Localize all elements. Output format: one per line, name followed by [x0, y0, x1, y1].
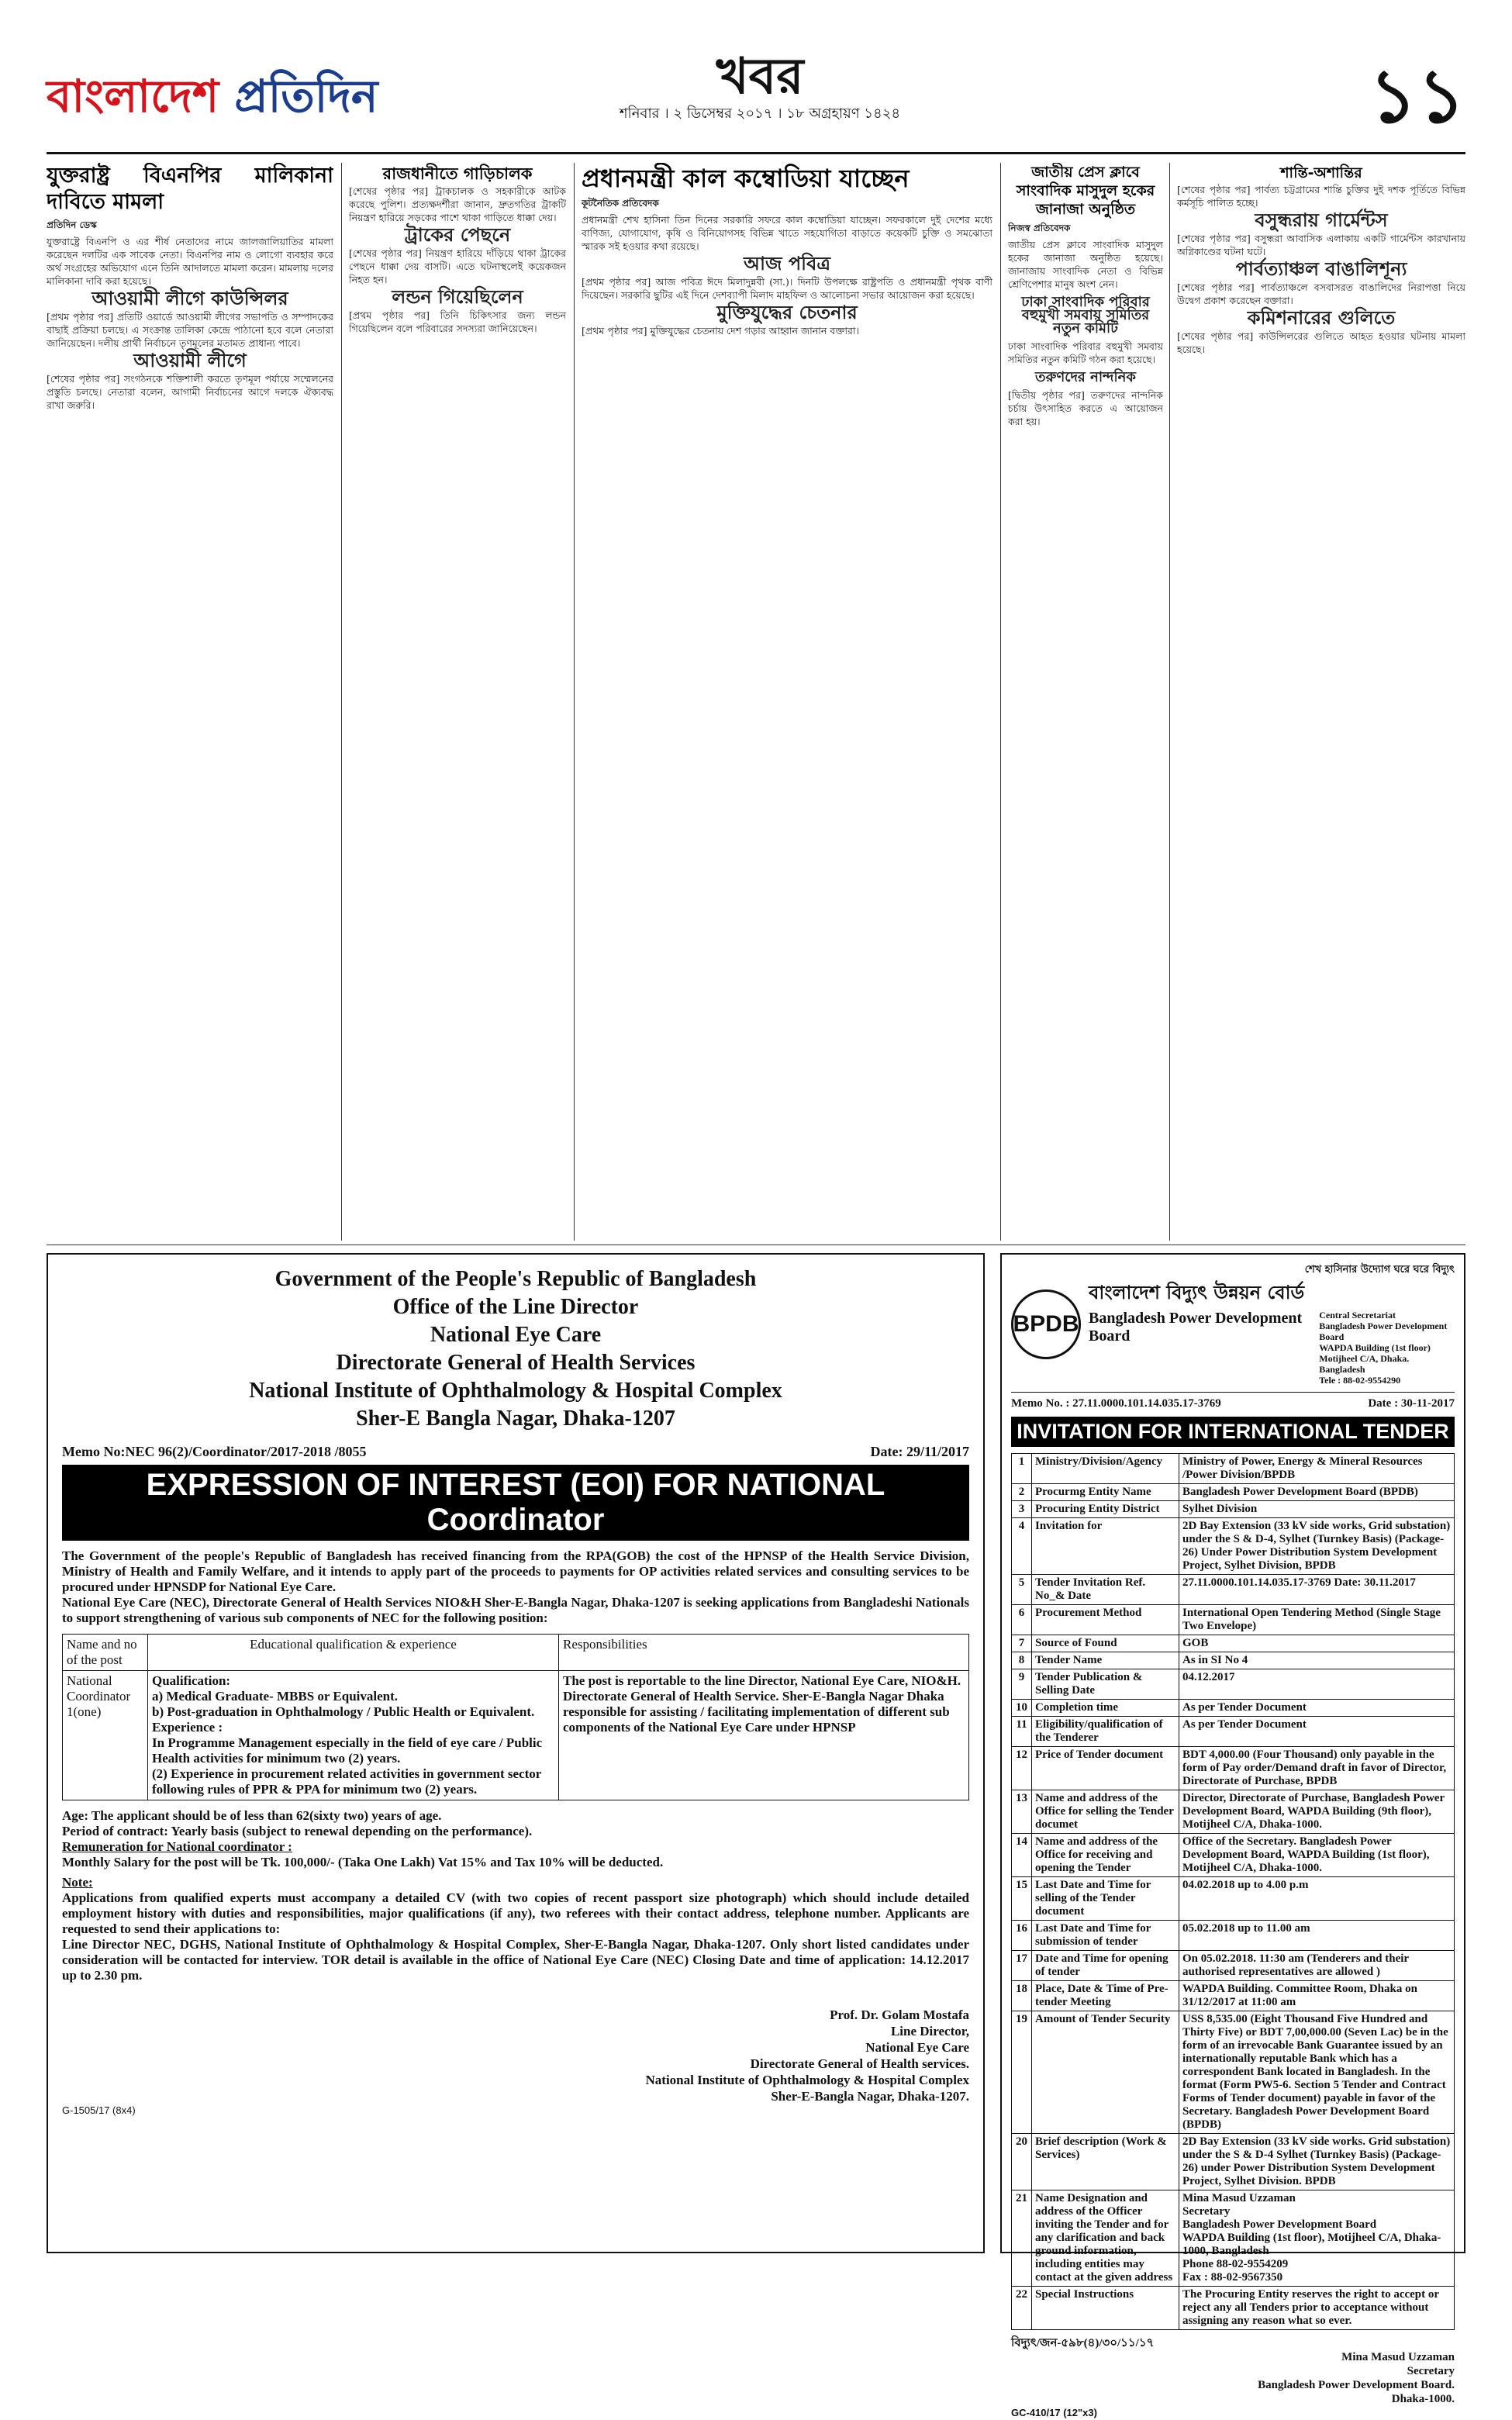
- note-title: Note:: [62, 1875, 93, 1890]
- row-number: 9: [1012, 1669, 1032, 1700]
- table-row: [1012, 2287, 1455, 2330]
- article-body: যুক্তরাষ্ট্রে বিএনপি ও এর শীর্ষ নেতাদের নামে জালজালিয়াতির মামলা করেছেন দলটির এক সাবেক নেতা। বিএনপির নাম ও লোগো ব্যবহার করে অর্থ সংগ্রহের অভিযোগ এনে তিনি আদালতে মামলা করেন। মামলায় দলের মালিকানা দাবি করা হয়েছে।: [47, 236, 333, 287]
- article-body: [শেষের পৃষ্ঠার পর] ট্রাকচালক ও সহকারীকে আটক করেছে পুলিশ। প্রত্যক্ষদর্শীরা জানান, দ্রুতগতির ট্রাকটি নিয়ন্ত্রণ হারিয়ে সড়কের পাশে থাকা গাড়িতে ধাক্কা দেয়।: [349, 185, 566, 223]
- row-number: 19: [1012, 2011, 1032, 2134]
- row-value: On 05.02.2018. 11:30 am (Tenderers and their authorised representatives are allowed ): [1179, 1951, 1455, 1981]
- subheadline: বসুন্ধরায় গার্মেন্টস: [1255, 209, 1388, 231]
- table-row: [1012, 1877, 1455, 1921]
- row-value: WAPDA Building. Committee Room, Dhaka on 31/12/2017 at 11:00 am: [1179, 1981, 1455, 2011]
- row-value: Director, Directorate of Purchase, Bangladesh Power Development Board, WAPDA Building (9th floor), Motijheel C/A, Dhaka-1000.: [1179, 1790, 1455, 1834]
- responsibilities: The post is reportable to the line Director, National Eye Care, NIO&H. Directorate General of Health Service. Sher-E-Bangla Nagar Dhaka responsible for assisting / facilitating implementation of different sub components of the National Eye Care under HPNSP: [559, 1671, 969, 1800]
- eoi-issuer: Government of the People's Republic of Bangladesh Office of the Line Director National Eye Care Directorate General of Health Services National Institute of Ophthalmology & Hospital Complex Sher-E Bangla Nagar, Dhaka-1207: [249, 1267, 782, 1431]
- row-label: Procuring Entity District: [1032, 1501, 1179, 1518]
- row-number: 18: [1012, 1981, 1032, 2011]
- row-number: 13: [1012, 1790, 1032, 1834]
- table-row: [1012, 2134, 1455, 2190]
- qualification: Qualification: a) Medical Graduate- MBBS or Equivalent. b) Post-graduation in Ophthalmology / Public Health or Equivalent. Experience : In Programme Management especially in the field of eye care / Public Health activities for minimum two (2) years. (2) Experience in procurement related activities in government sector following rules of PPR & PPA for minimum two (2) years.: [148, 1671, 559, 1800]
- row-value: Office of the Secretary. Bangladesh Power Development Board, WAPDA Building (1st floor), Motijheel C/A, Dhaka-1000.: [1179, 1834, 1455, 1877]
- article-body: ঢাকা সাংবাদিক পরিবার বহুমুখী সমবায় সমিতির নতুন কমিটি গঠন করা হয়েছে।: [1008, 340, 1163, 365]
- row-number: 2: [1012, 1484, 1032, 1501]
- byline: নিজস্ব প্রতিবেদক: [1008, 223, 1071, 233]
- table-row: [1012, 1575, 1455, 1605]
- column-divider: [341, 163, 342, 1241]
- byline: প্রতিদিন ডেস্ক: [47, 219, 97, 230]
- subheadline: মুক্তিযুদ্ধের চেতনার: [716, 302, 858, 323]
- article-body: [প্রথম পৃষ্ঠার পর] তিনি চিকিৎসার জন্য লন্ডন গিয়েছিলেন বলে পরিবারের সদস্যরা জানিয়েছেন।: [349, 309, 566, 334]
- row-value: 2D Bay Extension (33 kV side works. Grid substation) under the S & D-4 Sylhet (Turnkey Basis) (Package-26) under Power Distribution System Development Project, Sylhet Division. BPDB: [1179, 2134, 1455, 2190]
- row-label: Amount of Tender Security: [1032, 2011, 1179, 2134]
- eoi-memo-line: [62, 1444, 969, 1460]
- row-value: 04.12.2017: [1179, 1669, 1455, 1700]
- row-value: As per Tender Document: [1179, 1717, 1455, 1747]
- subheadline: ট্রাকের পেছনে: [404, 224, 511, 246]
- byline: কূটনৈতিক প্রতিবেদক: [582, 198, 659, 209]
- subheadline: ঢাকা সাংবাদিক পরিবার বহুমুখী সমবায় সমিতির নতুন কমিটি: [1021, 294, 1150, 337]
- eoi-intro: The Government of the people's Republic of Bangladesh has received financing from the RPA(GOB) the cost of the HPNSP of the Health Service Division, Ministry of Health and Family Welfare, and it intends to apply part of the proceeds to payments for OP activities related services and consulting services to be procured under HPNSDP for National Eye Care.: [62, 1548, 969, 1594]
- row-label: Price of Tender document: [1032, 1747, 1179, 1790]
- subheadline: তরুণদের নান্দনিক: [1035, 369, 1136, 385]
- row-label: Brief description (Work & Services): [1032, 2134, 1179, 2190]
- row-value: 04.02.2018 up to 4.00 p.m: [1179, 1877, 1455, 1921]
- article-peace: [1177, 163, 1465, 1241]
- headline: জাতীয় প্রেস ক্লাবে সাংবাদিক মাসুদুল হকের জানাজা অনুষ্ঠিত: [1016, 164, 1155, 218]
- masthead-rule: [47, 152, 1465, 154]
- masthead: [47, 31, 1465, 147]
- table-row: [1012, 1635, 1455, 1652]
- row-label: Tender Name: [1032, 1652, 1179, 1669]
- eoi-period: Period of contract: Yearly basis (subject to renewal depending on the performance).: [62, 1824, 533, 1838]
- row-number: 16: [1012, 1921, 1032, 1951]
- reference-bn: বিদ্যুৎ/জন-৫৯৮(৪)/৩০/১১/১৭: [1011, 2337, 1155, 2349]
- row-label: Ministry/Division/Agency: [1032, 1454, 1179, 1484]
- row-value: Mina Masud Uzzaman Secretary Bangladesh Power Development Board WAPDA Building (1st floor), Motijheel C/A, Dhaka-1000, Bangladesh Phone 88-02-9554209 Fax : 88-02-9567350: [1179, 2190, 1455, 2287]
- headline: প্রধানমন্ত্রী কাল কম্বোডিয়া যাচ্ছেন: [582, 164, 910, 193]
- memo-date: Date : 30-11-2017: [1368, 1397, 1455, 1410]
- page-number: ১১: [1369, 53, 1465, 140]
- row-value: Bangladesh Power Development Board (BPDB): [1179, 1484, 1455, 1501]
- eoi-signature-block: Prof. Dr. Golam Mostafa Line Director, National Eye Care Directorate General of Health services. National Institute of Ophthalmology & Hospital Complex Sher-E-Bangla Nagar, Dhaka-1207.: [645, 2007, 969, 2104]
- article-body: [শেষের পৃষ্ঠার পর] পার্বত্যাঞ্চলে বসবাসরত বাঙালিদের নিরাপত্তা নিয়ে উদ্বেগ প্রকাশ করেছেন বক্তারা।: [1177, 281, 1465, 306]
- row-value: The Procuring Entity reserves the right to accept or reject any all Tenders prior to acceptance without assigning any reason what so ever.: [1179, 2287, 1455, 2330]
- table-row: [1012, 1700, 1455, 1717]
- tender-table: [1011, 1453, 1455, 2330]
- article-body: [শেষের পৃষ্ঠার পর] কাউন্সিলরের গুলিতে আহত হওয়ার ঘটনায় মামলা হয়েছে।: [1177, 330, 1465, 355]
- tender-banner: INVITATION FOR INTERNATIONAL TENDER: [1011, 1417, 1455, 1447]
- post-name: National Coordinator 1(one): [63, 1671, 148, 1800]
- tender-signature-block: Mina Masud Uzzaman Secretary Bangladesh Power Development Board. Dhaka-1000.: [1258, 2351, 1455, 2405]
- article-body: [শেষের পৃষ্ঠার পর] নিয়ন্ত্রণ হারিয়ে দাঁড়িয়ে থাকা ট্রাকের পেছনে ধাক্কা দেয় বাসটি। এতে ঘটনাস্থলেই কয়েকজন নিহত হন।: [349, 247, 566, 285]
- eoi-intro-2: National Eye Care (NEC), Directorate General of Health Services NIO&H Sher-E-Bangla Nagar, Dhaka-1207 is seeking applications from Bangladeshi Nationals to support strengthening of various sub components of NEC for the following position:: [62, 1595, 969, 1625]
- table-row: [1012, 1747, 1455, 1790]
- row-label: Name and address of the Office for receiving and opening the Tender: [1032, 1834, 1179, 1877]
- row-label: Eligibility/qualification of the Tenderer: [1032, 1717, 1179, 1747]
- row-number: 4: [1012, 1518, 1032, 1575]
- row-value: 27.11.0000.101.14.035.17-3769 Date: 30.11.2017: [1179, 1575, 1455, 1605]
- table-row: [1012, 1717, 1455, 1747]
- table-row: [1012, 1605, 1455, 1635]
- headline: রাজধানীতে গাড়িচালক: [382, 164, 533, 183]
- table-row: [1012, 1518, 1455, 1575]
- org-name-en: Bangladesh Power Development Board: [1089, 1310, 1303, 1345]
- row-number: 5: [1012, 1575, 1032, 1605]
- subheadline: কমিশনারের গুলিতে: [1247, 307, 1396, 329]
- memo-number: Memo No:NEC 96(2)/Coordinator/2017-2018 /8055: [62, 1444, 367, 1459]
- eoi-age: Age: The applicant should be of less than 62(sixty two) years of age.: [62, 1808, 442, 1823]
- row-label: Completion time: [1032, 1700, 1179, 1717]
- section-title: খবর: [716, 48, 804, 105]
- remuneration-title: Remuneration for National coordinator :: [62, 1839, 292, 1854]
- row-value: Sylhet Division: [1179, 1501, 1455, 1518]
- table-row: [1012, 1981, 1455, 2011]
- row-label: Tender Publication & Selling Date: [1032, 1669, 1179, 1700]
- article-body: [দ্বিতীয় পৃষ্ঠার পর] তরুণদের নান্দনিক চর্চায় উৎসাহিত করতে এ আয়োজন করা হয়।: [1008, 389, 1163, 427]
- bpdb-logo-icon: BPDB: [1011, 1289, 1081, 1359]
- eoi-banner: EXPRESSION OF INTEREST (EOI) FOR NATIONAL Coordinator: [62, 1465, 969, 1541]
- row-number: 20: [1012, 2134, 1032, 2190]
- note-text-2: Line Director NEC, DGHS, National Institute of Ophthalmology & Hospital Complex, Sher-E-Bangla Nagar, Dhaka-1207. Only short listed candidates under consideration will be contacted for interview. TOR detail is available in the office of National Eye Care (NEC) Closing Date and time of application: 14.12.2017 up to 2.30 pm.: [62, 1937, 969, 1983]
- subheadline: পার্বত্যাঞ্চল বাঙালিশূন্য: [1235, 258, 1407, 280]
- article-bnp-lawsuit: [47, 163, 333, 1241]
- row-number: 11: [1012, 1717, 1032, 1747]
- article-body: [প্রথম পৃষ্ঠার পর] প্রতিটি ওয়ার্ডে আওয়ামী লীগের সভাপতি ও সম্পাদকের বাছাই প্রক্রিয়া চলছে। এ সংক্রান্ত তালিকা কেন্দ্রে পাঠানো হবে বলে নেতারা জানিয়েছেন। দলীয় প্রার্থী নির্বাচনে তৃণমূলের মতামত প্রাধান্য পাবে।: [47, 311, 333, 349]
- row-number: 14: [1012, 1834, 1032, 1877]
- article-body: জাতীয় প্রেস ক্লাবে সাংবাদিক মাসুদুল হকের জানাজা অনুষ্ঠিত হয়েছে। জানাজায় সাংবাদিক নেতা ও বিভিন্ন শ্রেণিপেশার মানুষ অংশ নেন।: [1008, 239, 1163, 290]
- row-label: Last Date and Time for submission of tender: [1032, 1921, 1179, 1951]
- tender-header: [1011, 1262, 1455, 1393]
- newspaper-logo: বাংলাদেশ প্রতিদিন: [47, 70, 378, 123]
- headline: যুক্তরাষ্ট্র বিএনপির মালিকানা দাবিতে মামলা: [47, 164, 333, 214]
- row-number: 15: [1012, 1877, 1032, 1921]
- column-divider: [574, 163, 575, 1241]
- row-value: International Open Tendering Method (Single Stage Two Envelope): [1179, 1605, 1455, 1635]
- column-divider: [1000, 163, 1001, 1241]
- row-label: Date and Time for opening of tender: [1032, 1951, 1179, 1981]
- ad-code: GC-410/17 (12"x3): [1011, 2407, 1097, 2418]
- row-number: 22: [1012, 2287, 1032, 2330]
- table-row: [1012, 2011, 1455, 2134]
- table-row: [1012, 1790, 1455, 1834]
- table-header-row: Name and no of the post Educational qualification & experience Responsibilities: [63, 1635, 969, 1671]
- row-value: 2D Bay Extension (33 kV side works, Grid substation) under the S & D-4, Sylhet (Turnkey Basis) (Package-26) Under Power Distribution System Development Project, Sylhet Division, BPDB: [1179, 1518, 1455, 1575]
- article-body: [শেষের পৃষ্ঠার পর] পার্বত্য চট্টগ্রামের শান্তি চুক্তির দুই দশক পূর্তিতে বিভিন্ন কর্মসূচি পালিত হচ্ছে।: [1177, 184, 1465, 209]
- org-name-bn: বাংলাদেশ বিদ্যুৎ উন্নয়ন বোর্ড: [1089, 1282, 1305, 1303]
- table-row: [1012, 1834, 1455, 1877]
- subheadline: লন্ডন গিয়েছিলেন: [392, 286, 523, 308]
- article-pm-cambodia: [582, 163, 992, 1241]
- row-label: Place, Date & Time of Pre-tender Meeting: [1032, 1981, 1179, 2011]
- remuneration-text: Monthly Salary for the post will be Tk. 100,000/- (Taka One Lakh) Vat 15% and Tax 10% will be deducted.: [62, 1855, 664, 1869]
- table-row: [1012, 1652, 1455, 1669]
- tender-advertisement: [1000, 1253, 1465, 2418]
- row-number: 17: [1012, 1951, 1032, 1981]
- row-label: Last Date and Time for selling of the Tender document: [1032, 1877, 1179, 1921]
- row-value: As per Tender Document: [1179, 1700, 1455, 1717]
- ad-code: G-1505/17 (8x4): [62, 2104, 136, 2116]
- eoi-advertisement: [47, 1253, 985, 2253]
- row-label: Name and address of the Office for selling the Tender documet: [1032, 1790, 1179, 1834]
- row-number: 8: [1012, 1652, 1032, 1669]
- dateline: শনিবার । ২ ডিসেম্বর ২০১৭ । ১৮ অগ্রহায়ণ ১৪২৪: [619, 105, 901, 122]
- row-label: Invitation for: [1032, 1518, 1179, 1575]
- row-number: 6: [1012, 1605, 1032, 1635]
- article-press-club: [1008, 163, 1163, 1241]
- article-body: [শেষের পৃষ্ঠার পর] সংগঠনকে শক্তিশালী করতে তৃণমূল পর্যায়ে সম্মেলনের প্রস্তুতি চলছে। নেতারা বলেন, আগামী নির্বাচনের আগে দলকে ঐক্যবদ্ধ রাখা জরুরি।: [47, 373, 333, 411]
- row-label: Name Designation and address of the Officer inviting the Tender and for any clarification and back ground information, including entities may contact at the given address: [1032, 2190, 1179, 2287]
- article-body: [প্রথম পৃষ্ঠার পর] মুক্তিযুদ্ধের চেতনায় দেশ গড়ার আহ্বান জানান বক্তারা।: [582, 325, 859, 337]
- row-value: GOB: [1179, 1635, 1455, 1652]
- note-text: Applications from qualified experts must accompany a detailed CV (with two copies of recent passport size photograph) which should include detailed employment history with duties and responsibilities, major qualifications (if any), two referees with their contact address, telephone number. Applicants are requested to send their applications to:: [62, 1890, 969, 1936]
- subheadline: আজ পবিত্র: [744, 253, 830, 274]
- row-number: 1: [1012, 1454, 1032, 1484]
- table-row: [1012, 1484, 1455, 1501]
- campaign-tag: শেখ হাসিনার উদ্যোগ ঘরে ঘরে বিদ্যুৎ: [1304, 1264, 1455, 1276]
- row-number: 12: [1012, 1747, 1032, 1790]
- column-divider: [1169, 163, 1170, 1241]
- eoi-position-table: [62, 1634, 969, 1800]
- org-address: Central Secretariat Bangladesh Power Development Board WAPDA Building (1st floor) Motijheel C/A, Dhaka. Bangladesh Tele : 88-02-9554290: [1319, 1310, 1448, 1386]
- row-number: 21: [1012, 2190, 1032, 2287]
- memo-number: Memo No. : 27.11.0000.101.14.035.17-3769: [1011, 1397, 1221, 1410]
- table-row: [1012, 1454, 1455, 1484]
- tender-footer: [1011, 2336, 1455, 2420]
- subheadline: আওয়ামী লীগে কাউন্সিলর: [91, 288, 288, 309]
- table-row: [1012, 1669, 1455, 1700]
- row-value: Ministry of Power, Energy & Mineral Resources /Power Division/BPDB: [1179, 1454, 1455, 1484]
- row-number: 10: [1012, 1700, 1032, 1717]
- table-row: [1012, 1951, 1455, 1981]
- row-number: 3: [1012, 1501, 1032, 1518]
- table-row: [63, 1671, 969, 1800]
- row-value: BDT 4,000.00 (Four Thousand) only payable in the form of Pay order/Demand draft in favor of Director, Directorate of Purchase, BPDB: [1179, 1747, 1455, 1790]
- row-value: As in SI No 4: [1179, 1652, 1455, 1669]
- article-body: [প্রথম পৃষ্ঠার পর] আজ পবিত্র ঈদে মিলাদুন্নবী (সা.)। দিনটি উপলক্ষে রাষ্ট্রপতি ও প্রধানমন্ত্রী পৃথক বাণী দিয়েছেন। সরকারি ছুটির এই দিনে দেশব্যাপী মিলাদ মাহফিল ও আলোচনা সভার আয়োজন করা হয়েছে।: [582, 276, 992, 301]
- row-value: USS 8,535.00 (Eight Thousand Five Hundred and Thirty Five) or BDT 7,00,000.00 (Seven Lac) be in the form of an irrevocable Bank Guarantee issued by an internationally reputable Bank which has a correspondent Bank located in Bangladesh. In the format (Form PW5-6. Section 5 Tender and Contract Forms of Tender document) payable in favor of the Secretary. Bangladesh Power Development Board (BPDB): [1179, 2011, 1455, 2134]
- row-number: 7: [1012, 1635, 1032, 1652]
- row-label: Procurmg Entity Name: [1032, 1484, 1179, 1501]
- table-row: [1012, 1921, 1455, 1951]
- article-body: [শেষের পৃষ্ঠার পর] বসুন্ধরা আবাসিক এলাকায় একটি গার্মেন্টস কারখানায় অগ্নিকাণ্ডের ঘটনা ঘটে।: [1177, 233, 1465, 257]
- row-label: Tender Invitation Ref. No_& Date: [1032, 1575, 1179, 1605]
- memo-date: Date: 29/11/2017: [870, 1444, 969, 1459]
- table-row: [1012, 2190, 1455, 2287]
- article-driver: [349, 163, 566, 1241]
- table-row: [1012, 1501, 1455, 1518]
- row-value: 05.02.2018 up to 11.00 am: [1179, 1921, 1455, 1951]
- row-label: Source of Found: [1032, 1635, 1179, 1652]
- tender-memo-line: [1011, 1397, 1455, 1410]
- row-label: Special Instructions: [1032, 2287, 1179, 2330]
- subheadline: আওয়ামী লীগে: [133, 350, 247, 371]
- row-label: Procurement Method: [1032, 1605, 1179, 1635]
- headline: শান্তি-অশান্তির: [1280, 164, 1362, 181]
- article-body: প্রধানমন্ত্রী শেখ হাসিনা তিন দিনের সরকারি সফরে কাল কম্বোডিয়া যাচ্ছেন। সফরকালে দুই দেশের মধ্যে বাণিজ্য, যোগাযোগ, কৃষি ও বিনিয়োগসহ বিভিন্ন খাতে সহযোগিতা বাড়াতে কয়েকটি চুক্তি ও সমঝোতা স্মারক সই হওয়ার কথা রয়েছে।: [582, 214, 992, 252]
